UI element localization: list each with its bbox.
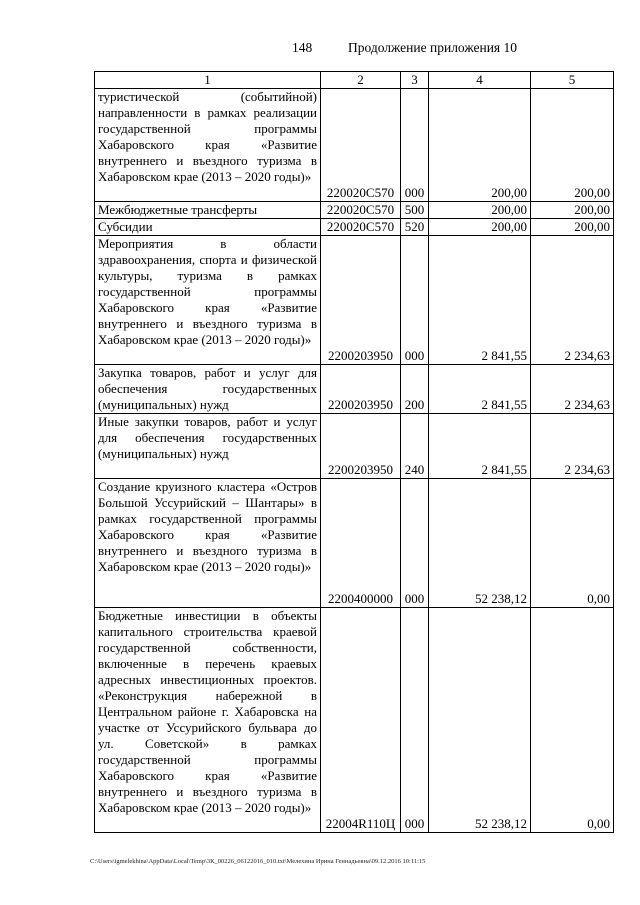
row-value-1: 200,00 (429, 89, 531, 202)
row-value-1: 2 841,55 (429, 236, 531, 365)
row-value-1: 52 238,12 (429, 608, 531, 833)
row-expense-type: 000 (401, 608, 429, 833)
row-code: 2200203950 (321, 414, 401, 479)
row-name: Межбюджетные трансферты (95, 202, 321, 219)
row-name: Создание круизного кластера «Остров Большой Уссурийский – Шантары» в рамках государственной программы Хабаровского края «Развитие внутреннего и въездного туризма в Хабаровском крае (2013 – 2020 годы)» (95, 479, 321, 608)
row-expense-type: 500 (401, 202, 429, 219)
row-expense-type: 000 (401, 479, 429, 608)
table-row (95, 479, 614, 608)
row-expense-type: 520 (401, 219, 429, 236)
row-name: Бюджетные инвестиции в объекты капитального строительства краевой государственной собственности, включенные в перечень краевых адресных инвестиционных проектов. «Реконструкция набережной в Центральном районе г. Хабаровска на участке от Уссурийского бульвара до ул. Советской» в рамках государственной программы Хабаровского края «Развитие внутреннего и въездного туризма в Хабаровском крае (2013 – 2020 годы)» (95, 608, 321, 833)
row-code: 22004R110Ц (321, 608, 401, 833)
document-footer-path: C:\Users\igmelekhina\AppData\Local\Temp\3К_00226_06122016_010.txt\Мелехина Ирина Геннадьевна\09.12.2016 10:11:15 (90, 858, 426, 865)
row-value-1: 2 841,55 (429, 365, 531, 414)
row-name: Закупка товаров, работ и услуг для обеспечения государственных (муниципальных) нужд (95, 365, 321, 414)
table-row (95, 608, 614, 833)
row-expense-type: 000 (401, 89, 429, 202)
row-value-2: 200,00 (531, 89, 614, 202)
row-value-2: 0,00 (531, 479, 614, 608)
row-expense-type: 240 (401, 414, 429, 479)
row-code: 2200203950 (321, 365, 401, 414)
column-number-3: 3 (401, 72, 429, 89)
row-name: туристической (событийной) направленности в рамках реализации государственной программы Хабаровского края «Развитие внутреннего и въездного туризма в Хабаровском крае (2013 – 2020 годы)» (95, 89, 321, 202)
row-code: 220020С570 (321, 89, 401, 202)
row-expense-type: 000 (401, 236, 429, 365)
row-name: Субсидии (95, 219, 321, 236)
row-code: 2200400000 (321, 479, 401, 608)
row-value-2: 2 234,63 (531, 414, 614, 479)
row-value-2: 200,00 (531, 219, 614, 236)
table-row (95, 236, 614, 365)
row-name: Мероприятия в области здравоохранения, спорта и физической культуры, туризма в рамках государственной программы Хабаровского края «Развитие внутреннего и въездного туризма в Хабаровском крае (2013 – 2020 годы)» (95, 236, 321, 365)
table-row (95, 414, 614, 479)
column-number-row (95, 72, 614, 89)
column-number-1: 1 (95, 72, 321, 89)
row-code: 220020С570 (321, 202, 401, 219)
row-value-2: 2 234,63 (531, 236, 614, 365)
row-value-1: 52 238,12 (429, 479, 531, 608)
row-value-2: 2 234,63 (531, 365, 614, 414)
row-value-2: 200,00 (531, 202, 614, 219)
row-code: 2200203950 (321, 236, 401, 365)
table-row (95, 202, 614, 219)
page-caption: Продолжение приложения 10 (348, 40, 518, 55)
row-value-2: 0,00 (531, 608, 614, 833)
table-row (95, 365, 614, 414)
column-number-2: 2 (321, 72, 401, 89)
table-row (95, 219, 614, 236)
row-value-1: 2 841,55 (429, 414, 531, 479)
row-code: 220020С570 (321, 219, 401, 236)
column-number-5: 5 (531, 72, 614, 89)
row-name: Иные закупки товаров, работ и услуг для обеспечения государственных (муниципальных) нужд (95, 414, 321, 479)
row-expense-type: 200 (401, 365, 429, 414)
row-value-1: 200,00 (429, 202, 531, 219)
column-number-4: 4 (429, 72, 531, 89)
page-header (0, 40, 640, 60)
row-value-1: 200,00 (429, 219, 531, 236)
budget-table (94, 71, 614, 833)
page-number: 148 (292, 40, 313, 55)
table-row (95, 89, 614, 202)
